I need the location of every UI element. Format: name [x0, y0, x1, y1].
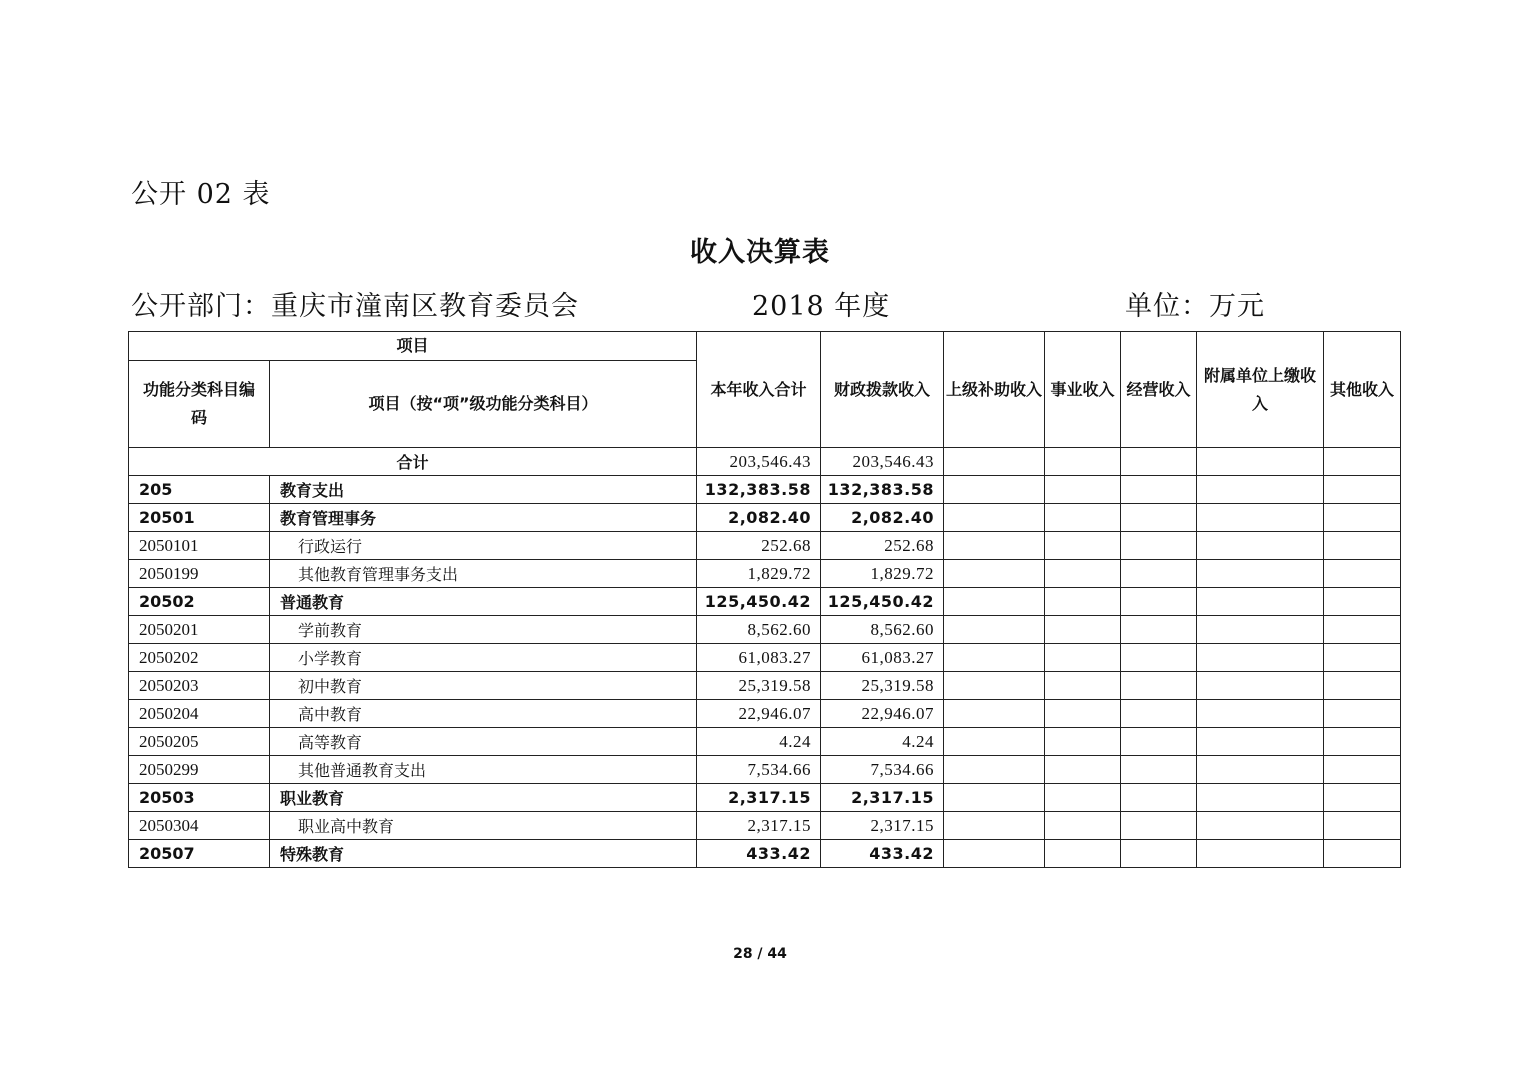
row-total-income: 2,317.15	[697, 784, 821, 812]
table-row	[129, 812, 1401, 840]
empty-cell	[1121, 840, 1197, 868]
year-label: 2018 年度	[752, 291, 891, 322]
row-total-income: 4.24	[697, 728, 821, 756]
row-fiscal: 25,319.58	[821, 672, 944, 700]
row-fiscal: 2,082.40	[821, 504, 944, 532]
table-row	[129, 476, 1401, 504]
table-row	[129, 728, 1401, 756]
empty-cell	[1197, 756, 1324, 784]
table-row	[129, 784, 1401, 812]
empty-cell	[1324, 560, 1401, 588]
empty-cell	[1121, 784, 1197, 812]
row-code: 20503	[129, 784, 270, 812]
row-code: 2050304	[129, 812, 270, 840]
empty-cell	[1045, 616, 1121, 644]
empty-cell	[1045, 756, 1121, 784]
department-label: 公开部门：重庆市潼南区教育委员会	[131, 291, 579, 322]
empty-cell	[1121, 728, 1197, 756]
empty-cell	[1197, 784, 1324, 812]
empty-cell	[1121, 616, 1197, 644]
total-row	[129, 448, 1401, 476]
row-total-income: 22,946.07	[697, 700, 821, 728]
empty-cell	[1197, 840, 1324, 868]
header-code: 功能分类科目编码	[129, 361, 270, 448]
empty-cell	[1045, 672, 1121, 700]
row-name: 职业高中教育	[270, 812, 697, 840]
empty-cell	[1121, 672, 1197, 700]
row-fiscal: 132,383.58	[821, 476, 944, 504]
row-fiscal: 61,083.27	[821, 644, 944, 672]
empty-cell	[1197, 560, 1324, 588]
row-fiscal: 433.42	[821, 840, 944, 868]
row-total-income: 61,083.27	[697, 644, 821, 672]
row-name: 初中教育	[270, 672, 697, 700]
empty-cell	[1045, 728, 1121, 756]
table-row	[129, 644, 1401, 672]
row-name: 特殊教育	[270, 840, 697, 868]
empty-cell	[1045, 532, 1121, 560]
row-name: 其他教育管理事务支出	[270, 560, 697, 588]
row-code: 2050199	[129, 560, 270, 588]
empty-cell	[1324, 476, 1401, 504]
empty-cell	[944, 756, 1045, 784]
empty-cell	[1324, 756, 1401, 784]
unit-label: 单位：万元	[1125, 291, 1265, 322]
empty-cell	[1324, 644, 1401, 672]
empty-cell	[1324, 616, 1401, 644]
row-name: 教育管理事务	[270, 504, 697, 532]
row-name: 职业教育	[270, 784, 697, 812]
empty-cell	[944, 588, 1045, 616]
empty-cell	[1324, 784, 1401, 812]
row-total-income: 2,317.15	[697, 812, 821, 840]
row-total-income: 7,534.66	[697, 756, 821, 784]
row-total-income: 1,829.72	[697, 560, 821, 588]
empty-cell	[944, 644, 1045, 672]
empty-cell	[944, 504, 1045, 532]
row-code: 2050101	[129, 532, 270, 560]
row-name: 小学教育	[270, 644, 697, 672]
empty-cell	[1324, 840, 1401, 868]
table-row	[129, 700, 1401, 728]
row-code: 2050205	[129, 728, 270, 756]
empty-cell	[1045, 812, 1121, 840]
empty-cell	[1324, 532, 1401, 560]
empty-cell	[1121, 532, 1197, 560]
empty-cell	[1197, 728, 1324, 756]
empty-cell	[944, 672, 1045, 700]
row-code: 20502	[129, 588, 270, 616]
empty-cell	[1197, 812, 1324, 840]
empty-cell	[1197, 644, 1324, 672]
row-total-income: 25,319.58	[697, 672, 821, 700]
empty-cell	[1324, 812, 1401, 840]
row-name: 行政运行	[270, 532, 697, 560]
row-code: 20507	[129, 840, 270, 868]
empty-cell	[1121, 588, 1197, 616]
row-fiscal: 4.24	[821, 728, 944, 756]
empty-cell	[1324, 504, 1401, 532]
table-row	[129, 756, 1401, 784]
row-name: 教育支出	[270, 476, 697, 504]
row-code: 2050202	[129, 644, 270, 672]
row-code: 205	[129, 476, 270, 504]
table-row	[129, 672, 1401, 700]
empty-cell	[944, 840, 1045, 868]
row-total-income: 252.68	[697, 532, 821, 560]
row-code: 2050201	[129, 616, 270, 644]
empty-cell	[944, 532, 1045, 560]
row-fiscal: 8,562.60	[821, 616, 944, 644]
row-name: 学前教育	[270, 616, 697, 644]
row-total-income: 132,383.58	[697, 476, 821, 504]
table-row	[129, 504, 1401, 532]
row-fiscal: 252.68	[821, 532, 944, 560]
empty-cell	[1045, 644, 1121, 672]
row-total-income: 125,450.42	[697, 588, 821, 616]
empty-cell	[1197, 616, 1324, 644]
empty-cell	[944, 728, 1045, 756]
header-affiliated: 附属单位上缴收入	[1197, 332, 1324, 448]
row-name: 高等教育	[270, 728, 697, 756]
header-superior: 上级补助收入	[944, 332, 1045, 448]
empty-cell	[1197, 476, 1324, 504]
empty-cell	[944, 560, 1045, 588]
empty-cell	[944, 812, 1045, 840]
empty-cell	[1197, 700, 1324, 728]
row-code: 20501	[129, 504, 270, 532]
row-name: 普通教育	[270, 588, 697, 616]
row-total-income: 8,562.60	[697, 616, 821, 644]
empty-cell	[1324, 728, 1401, 756]
header-fiscal: 财政拨款收入	[821, 332, 944, 448]
empty-cell	[1197, 504, 1324, 532]
empty-cell	[1045, 588, 1121, 616]
row-fiscal: 22,946.07	[821, 700, 944, 728]
table-row	[129, 532, 1401, 560]
empty-cell	[1121, 700, 1197, 728]
header-total-income: 本年收入合计	[697, 332, 821, 448]
empty-cell	[1121, 476, 1197, 504]
empty-cell	[1045, 784, 1121, 812]
empty-cell	[1045, 504, 1121, 532]
table-row	[129, 616, 1401, 644]
total-fiscal-value: 203,546.43	[821, 448, 944, 476]
empty-cell	[1197, 532, 1324, 560]
empty-cell	[1197, 588, 1324, 616]
empty-cell	[1324, 588, 1401, 616]
page-title: 收入决算表	[690, 237, 830, 268]
row-total-income: 433.42	[697, 840, 821, 868]
empty-cell	[1045, 476, 1121, 504]
row-fiscal: 7,534.66	[821, 756, 944, 784]
header-item-group: 项目	[129, 332, 697, 361]
row-code: 2050204	[129, 700, 270, 728]
empty-cell	[1121, 504, 1197, 532]
empty-cell	[1324, 700, 1401, 728]
empty-cell	[1324, 672, 1401, 700]
page-number: 28 / 44	[733, 946, 787, 962]
empty-cell	[1121, 560, 1197, 588]
row-code: 2050299	[129, 756, 270, 784]
empty-cell	[944, 476, 1045, 504]
empty-cell	[944, 700, 1045, 728]
header-other: 其他收入	[1324, 332, 1401, 448]
empty-cell	[1121, 756, 1197, 784]
row-name: 其他普通教育支出	[270, 756, 697, 784]
total-income-value: 203,546.43	[697, 448, 821, 476]
empty-cell	[1121, 812, 1197, 840]
empty-cell	[944, 616, 1045, 644]
income-table	[128, 331, 1401, 868]
row-code: 2050203	[129, 672, 270, 700]
empty-cell	[1197, 672, 1324, 700]
header-operating: 经营收入	[1121, 332, 1197, 448]
header-business: 事业收入	[1045, 332, 1121, 448]
empty-cell	[1045, 840, 1121, 868]
row-fiscal: 125,450.42	[821, 588, 944, 616]
table-row	[129, 560, 1401, 588]
total-label: 合计	[129, 448, 697, 476]
empty-cell	[1045, 700, 1121, 728]
row-name: 高中教育	[270, 700, 697, 728]
empty-cell	[1045, 560, 1121, 588]
table-row	[129, 588, 1401, 616]
header-name: 项目（按“项”级功能分类科目）	[270, 361, 697, 448]
form-id: 公开 02 表	[131, 179, 271, 210]
row-total-income: 2,082.40	[697, 504, 821, 532]
table-row	[129, 840, 1401, 868]
row-fiscal: 2,317.15	[821, 812, 944, 840]
row-fiscal: 1,829.72	[821, 560, 944, 588]
empty-cell	[1121, 644, 1197, 672]
row-fiscal: 2,317.15	[821, 784, 944, 812]
empty-cell	[944, 784, 1045, 812]
